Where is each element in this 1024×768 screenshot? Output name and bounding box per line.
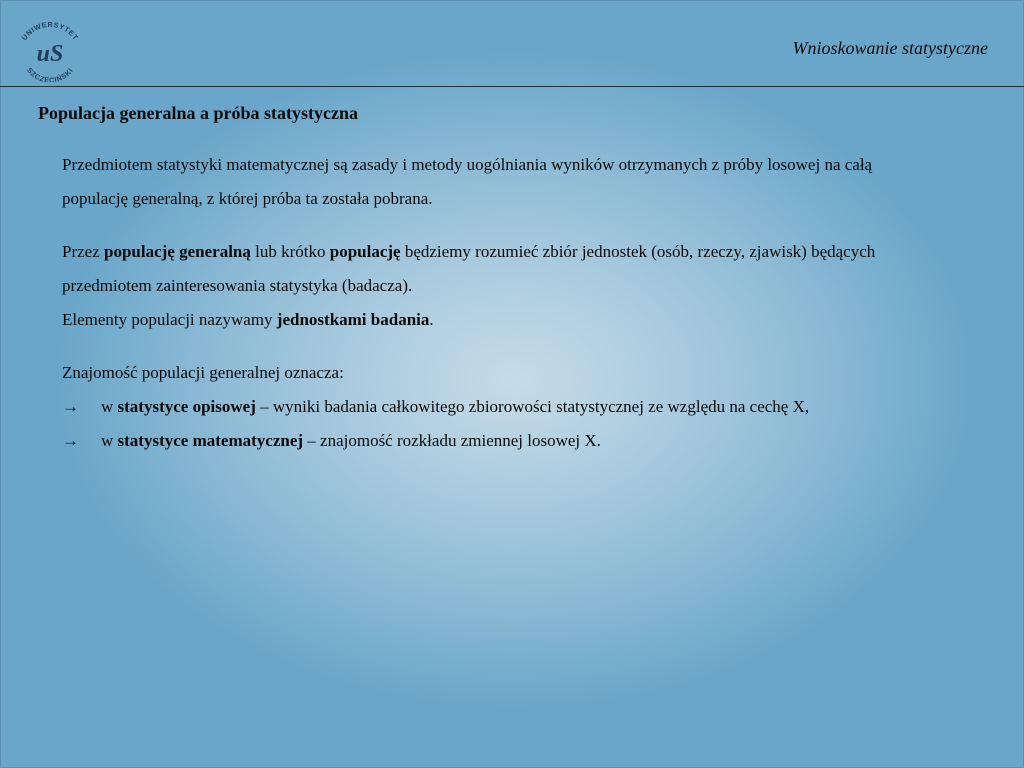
list-item-text [101,390,942,424]
text: – wyniki badania całkowitego zbiorowości statystycznej ze względu na cechę X, [255,397,810,416]
svg-text:UNIWERSYTET: UNIWERSYTET [19,19,81,42]
term-statystyka-opisowa: statystyce opisowej [117,397,256,416]
population-definition [62,235,942,303]
paragraph-definition: Przedmiotem statystyki matematycznej są zasady i metody uogólniania wyników otrzymanych z próby losowej na całą populację generalną, z której próba ta została pobrana. [62,155,873,208]
text: będziemy rozumieć zbiór jednostek (osób, rzeczy, zjawisk) będących przedmiotem zainteresowania statystyka (badacza). [62,242,876,295]
units-definition [62,303,942,337]
text: Przez [62,242,105,261]
slide-heading: Populacja generalna a próba statystyczna [38,103,358,123]
header-title: Wnioskowanie statystyczne [792,38,988,58]
text: lub krótko [250,242,330,261]
term-statystyka-matematyczna: statystyce matematycznej [117,431,304,450]
text: Elementy populacji nazywamy [62,310,277,329]
text: w [101,431,118,450]
header-divider [0,86,1024,87]
list-item [62,424,942,458]
svg-text:SZCZECIŃSKI: SZCZECIŃSKI [25,65,75,82]
text: . [429,310,434,329]
term-jednostki-badania: jednostkami badania [276,310,430,329]
text: – znajomość rozkładu zmiennej losowej X. [303,431,601,450]
term-populacja-generalna: populację generalną [104,242,251,261]
paragraph-knowledge [62,356,942,458]
arrow-icon: → [62,397,79,416]
text: w [101,397,118,416]
slide-content [62,148,942,458]
list-item [62,390,942,424]
term-populacja: populację [329,242,401,261]
paragraph-population [62,235,942,337]
svg-text:uS: uS [36,41,64,67]
list-item-text [101,424,942,458]
knowledge-intro: Znajomość populacji generalnej oznacza: [62,363,344,382]
university-logo [12,16,88,82]
arrow-icon: → [62,431,79,450]
